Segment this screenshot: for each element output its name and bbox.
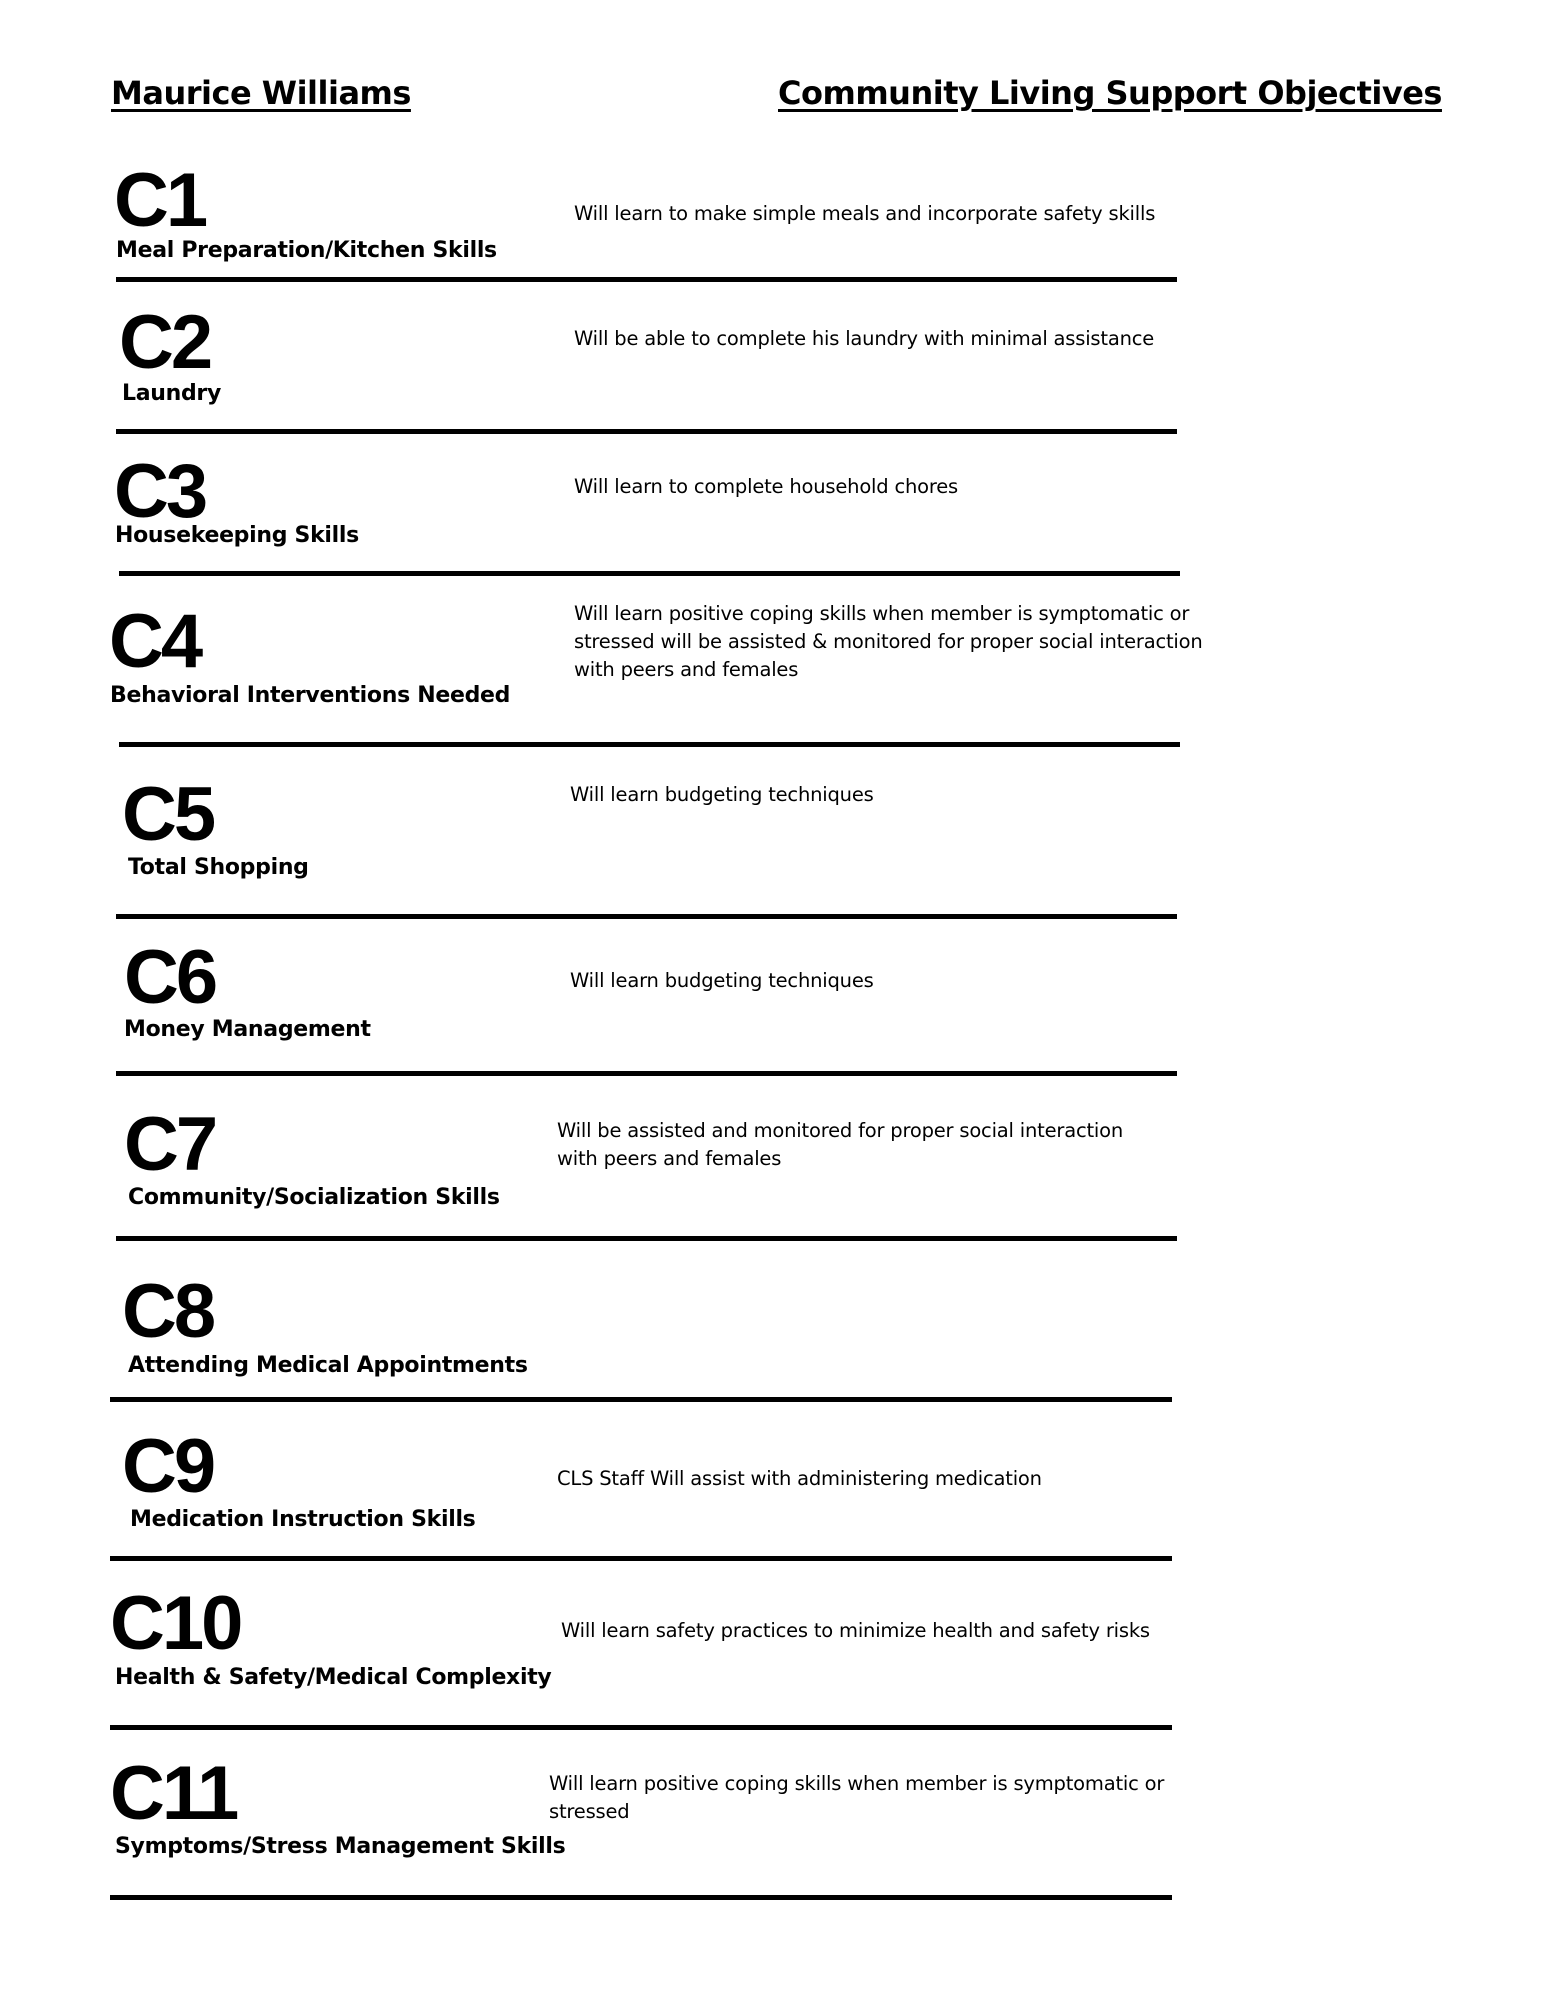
objective-code: C3 bbox=[114, 449, 206, 534]
objective-code: C2 bbox=[119, 300, 211, 385]
section-divider bbox=[116, 429, 1177, 434]
section-divider bbox=[110, 1556, 1172, 1561]
member-name: Maurice Williams bbox=[111, 74, 411, 112]
objective-description: CLS Staff Will assist with administering medication bbox=[557, 1467, 1042, 1490]
objective-description: Will be assisted and monitored for proper social interaction with peers and females bbox=[557, 1119, 1124, 1170]
objective-description: Will learn to make simple meals and incorporate safety skills bbox=[574, 202, 1156, 225]
objective-code: C6 bbox=[124, 935, 216, 1020]
objective-label: Money Management bbox=[124, 1017, 371, 1042]
objective-label: Community/Socialization Skills bbox=[128, 1185, 500, 1210]
objective-label: Total Shopping bbox=[128, 855, 309, 880]
section-divider bbox=[110, 1895, 1172, 1900]
section-divider bbox=[116, 1236, 1177, 1241]
section-divider bbox=[110, 1725, 1172, 1730]
section-divider bbox=[119, 742, 1180, 747]
objective-label: Symptoms/Stress Management Skills bbox=[115, 1834, 566, 1859]
objective-code: C9 bbox=[122, 1424, 214, 1509]
objective-code: C10 bbox=[110, 1581, 241, 1666]
objective-description: Will learn positive coping skills when member is symptomatic or stressed will be assisted & monitored for proper social interaction with peers and females bbox=[574, 602, 1203, 681]
objective-label: Health & Safety/Medical Complexity bbox=[115, 1665, 552, 1690]
section-divider bbox=[110, 1397, 1172, 1402]
objective-label: Meal Preparation/Kitchen Skills bbox=[116, 238, 497, 263]
objective-description: Will learn positive coping skills when member is symptomatic or stressed bbox=[549, 1772, 1165, 1823]
objective-description: Will learn budgeting techniques bbox=[570, 783, 874, 806]
objective-description: Will be able to complete his laundry with minimal assistance bbox=[574, 327, 1155, 350]
objective-description: Will learn budgeting techniques bbox=[570, 969, 874, 992]
objective-code: C8 bbox=[122, 1269, 214, 1354]
section-divider bbox=[116, 914, 1177, 919]
objective-label: Laundry bbox=[122, 381, 222, 406]
document-title: Community Living Support Objectives bbox=[778, 74, 1442, 112]
objective-code: C11 bbox=[110, 1751, 237, 1836]
objective-code: C1 bbox=[114, 158, 206, 243]
objective-description: Will learn to complete household chores bbox=[574, 475, 958, 498]
objective-label: Medication Instruction Skills bbox=[130, 1507, 476, 1532]
objective-code: C5 bbox=[122, 772, 214, 857]
objective-label: Behavioral Interventions Needed bbox=[110, 683, 511, 708]
objective-code: C4 bbox=[109, 599, 201, 684]
objective-code: C7 bbox=[124, 1102, 216, 1187]
section-divider bbox=[116, 277, 1177, 282]
objective-label: Housekeeping Skills bbox=[115, 523, 359, 548]
section-divider bbox=[116, 1071, 1177, 1076]
section-divider bbox=[119, 571, 1180, 576]
objective-description: Will learn safety practices to minimize health and safety risks bbox=[561, 1619, 1150, 1642]
objective-label: Attending Medical Appointments bbox=[128, 1353, 528, 1378]
